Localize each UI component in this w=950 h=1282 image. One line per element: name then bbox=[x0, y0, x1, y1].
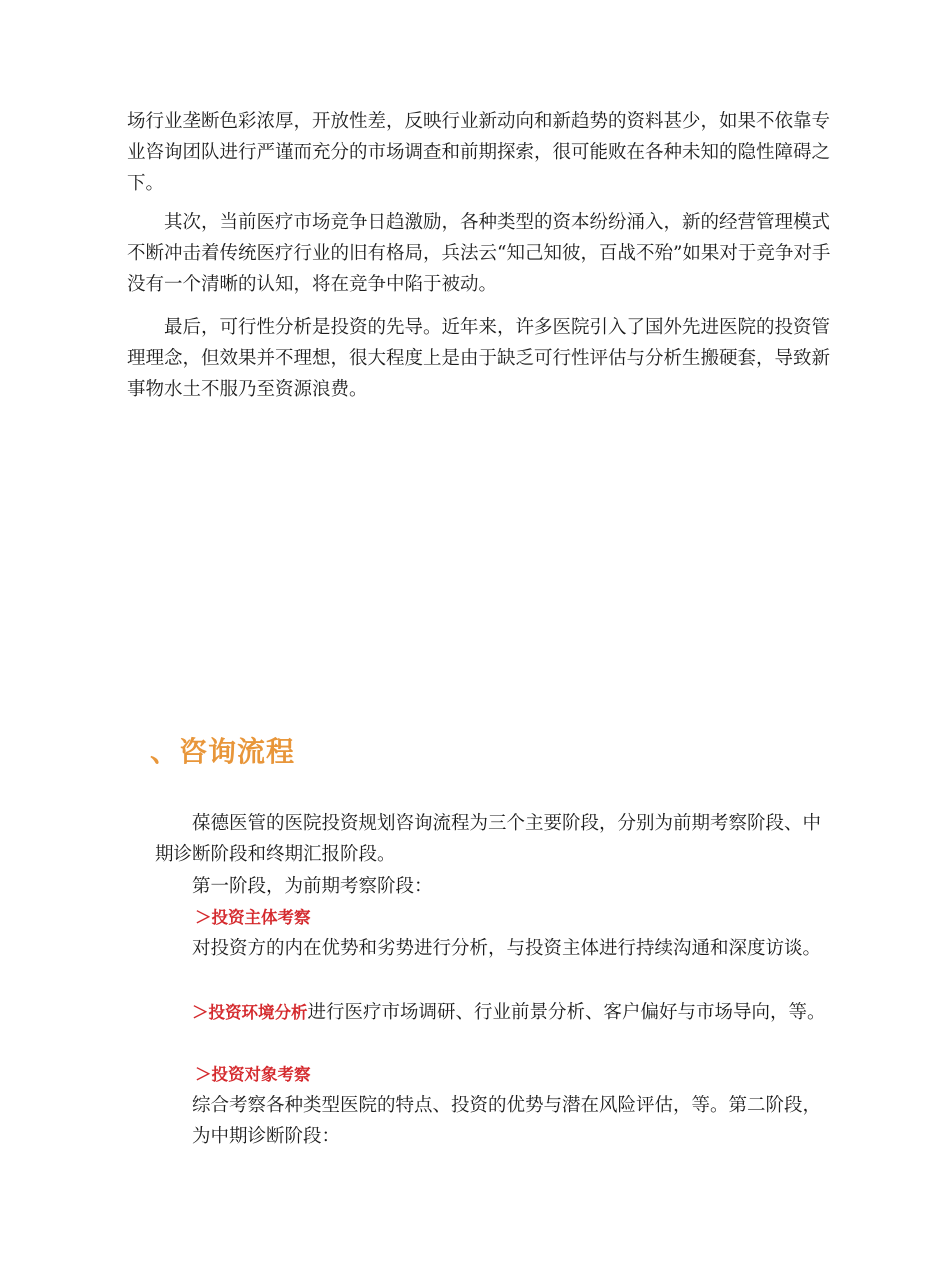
item-3-title: ＞投资对象考察 bbox=[195, 1065, 311, 1084]
item-3-text: 综合考察各种类型医院的特点、投资的优势与潜在风险评估，等。第二阶段，为中期诊断阶段： bbox=[192, 1095, 822, 1147]
item-1-title: ＞投资主体考察 bbox=[195, 908, 311, 927]
stage-1-heading: 第一阶段，为前期考察阶段： bbox=[192, 876, 433, 897]
intro-paragraph-3: 最后，可行性分析是投资的先导。近年来，许多医院引入了国外先进医院的投资管理理念，但效果并不理想，很大程度上是由于缺乏可行性评估与分析生搬硬套，导致新事物水土不服乃至资源浪费。 bbox=[127, 317, 831, 400]
section-intro: 葆德医管的医院投资规划咨询流程为三个主要阶段，分别为前期考察阶段、中期诊断阶段和终期汇报阶段。 bbox=[155, 813, 822, 865]
item-1-text: 对投资方的内在优势和劣势进行分析，与投资主体进行持续沟通和深度访谈。 bbox=[192, 938, 822, 959]
section-title: 、咨询流程 bbox=[150, 735, 296, 768]
intro-paragraph-2: 其次，当前医疗市场竞争日趋激励，各种类型的资本纷纷涌入，新的经营管理模式不断冲击着传统医疗行业的旧有格局，兵法云“知己知彼，百战不殆”如果对于竞争对手没有一个清晰的认知，将在竞争中陷于被动。 bbox=[127, 212, 831, 295]
item-2-title: ＞投资环境分析 bbox=[192, 1003, 308, 1022]
item-2-block bbox=[192, 997, 832, 1028]
intro-paragraph-1: 场行业垄断色彩浓厚，开放性差，反映行业新动向和新趋势的资料甚少，如果不依靠专业咨询团队进行严谨而充分的市场调查和前期探索，很可能败在各种未知的隐性障碍之下。 bbox=[127, 111, 831, 194]
item-2-text: 进行医疗市场调研、行业前景分析、客户偏好与市场导向，等。 bbox=[307, 1002, 826, 1023]
